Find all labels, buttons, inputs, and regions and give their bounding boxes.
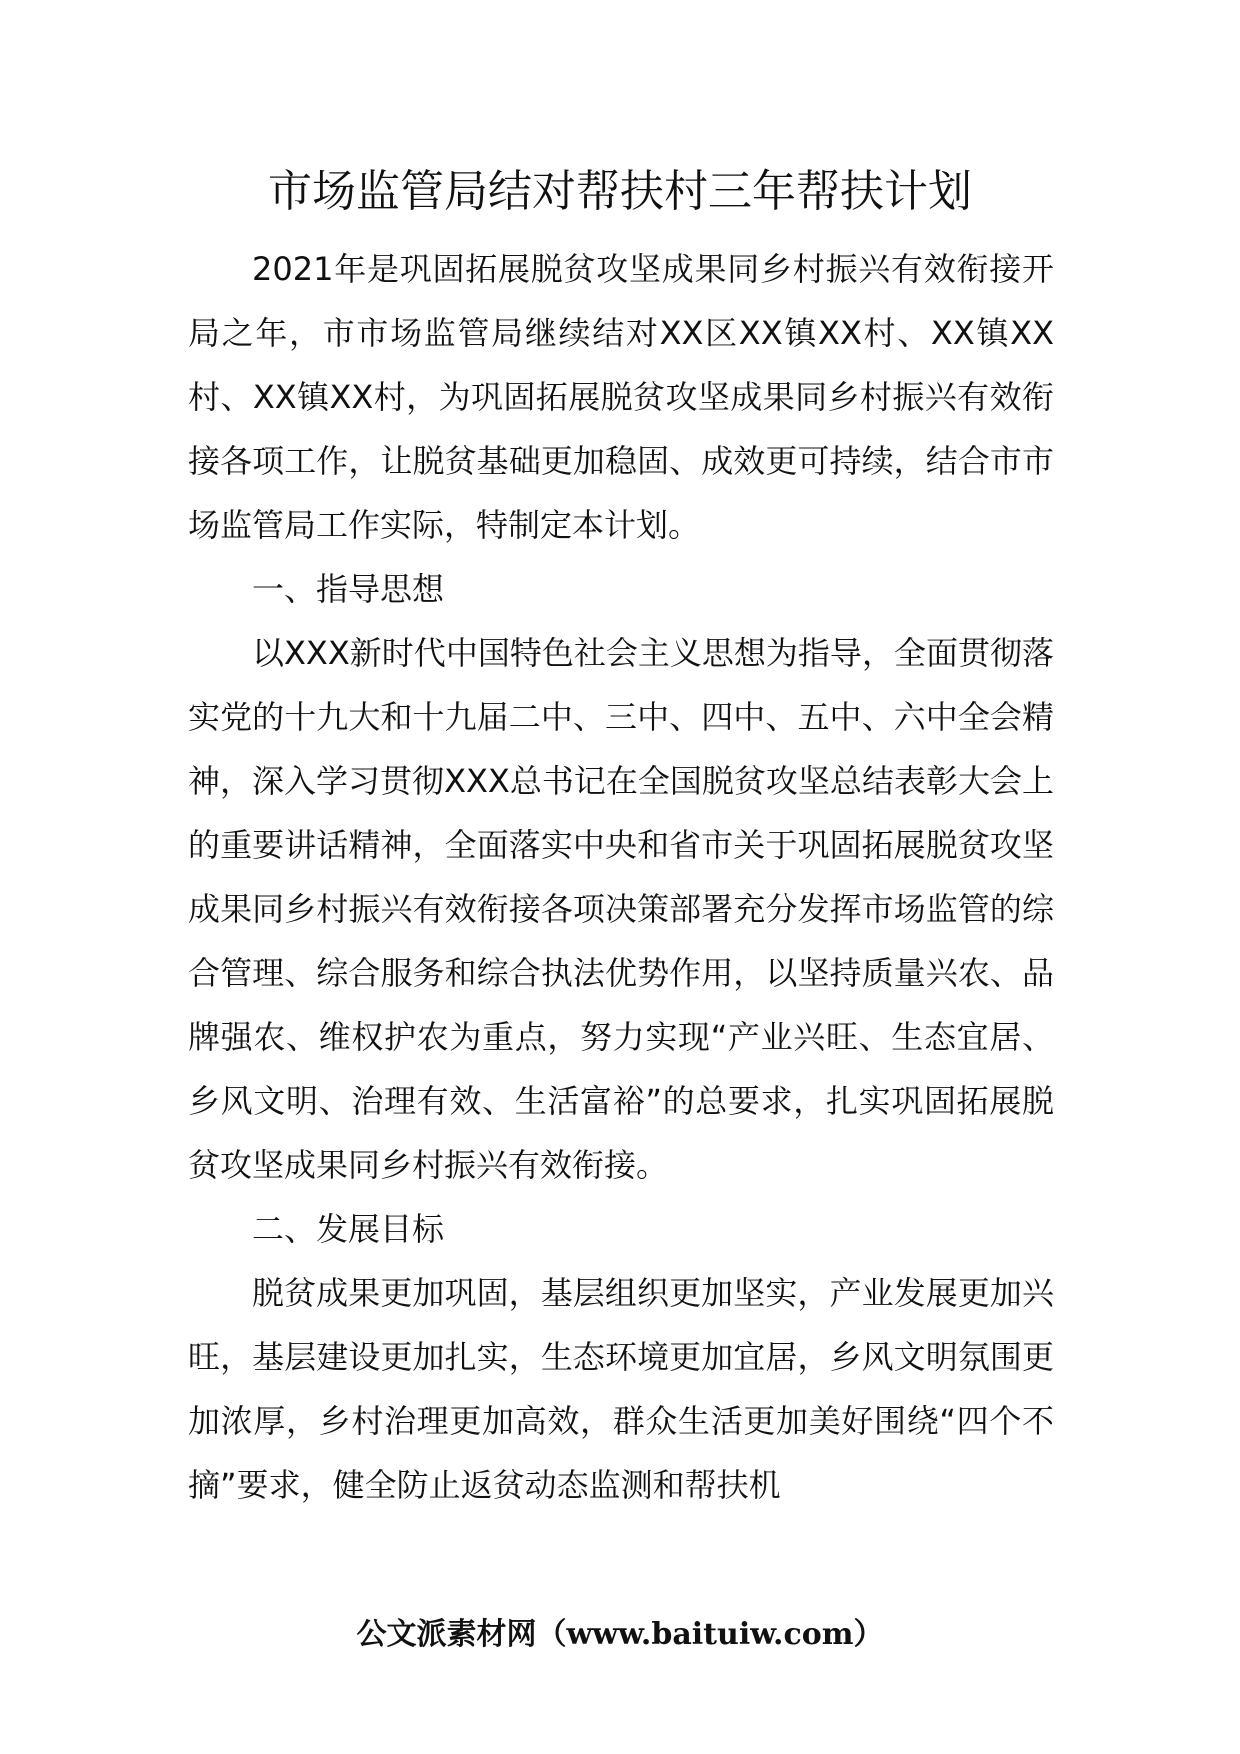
paragraph-intro: 2021年是巩固拓展脱贫攻坚成果同乡村振兴有效衔接开局之年，市市场监管局继续结对XX区XX镇XX村、XX镇XX村、XX镇XX村，为巩固拓展脱贫攻坚成果同乡村振兴有效衔接各项工作，让脱贫基础更加稳固、成效更可持续，结合市市场监管局工作实际，特制定本计划。 — [188, 250, 1054, 544]
footer-watermark-text: 公文派素材网（www.baituiw.com） — [356, 1617, 884, 1652]
document-title: 市场监管局结对帮扶村三年帮扶计划 — [268, 166, 972, 217]
section-heading-guiding-ideology: 一、指导思想 — [252, 570, 445, 608]
paragraph-guiding-ideology: 以XXX新时代中国特色社会主义思想为指导，全面贯彻落实党的十九大和十九届二中、三中、四中、五中、六中全会精神，深入学习贯彻XXX总书记在全国脱贫攻坚总结表彰大会上的重要讲话精神，全面落实中央和省市关于巩固拓展脱贫攻坚成果同乡村振兴有效衔接各项决策部署充分发挥市场监管的综合管理、综合服务和综合执法优势作用，以坚持质量兴农、品牌强农、维权护农为重点，努力实现“产业兴旺、生态宜居、乡风文明、治理有效、生活富裕”的总要求，扎实巩固拓展脱贫攻坚成果同乡村振兴有效衔接。 — [188, 634, 1054, 1184]
paragraph-development-goals: 脱贫成果更加巩固，基层组织更加坚实，产业发展更加兴旺，基层建设更加扎实，生态环境更加宜居，乡风文明氛围更加浓厚，乡村治理更加高效，群众生活更加美好围绕“四个不摘”要求，健全防止返贫动态监测和帮扶机 — [188, 1274, 1054, 1504]
document-body — [188, 237, 1054, 1517]
section-heading-development-goals: 二、发展目标 — [252, 1210, 445, 1248]
